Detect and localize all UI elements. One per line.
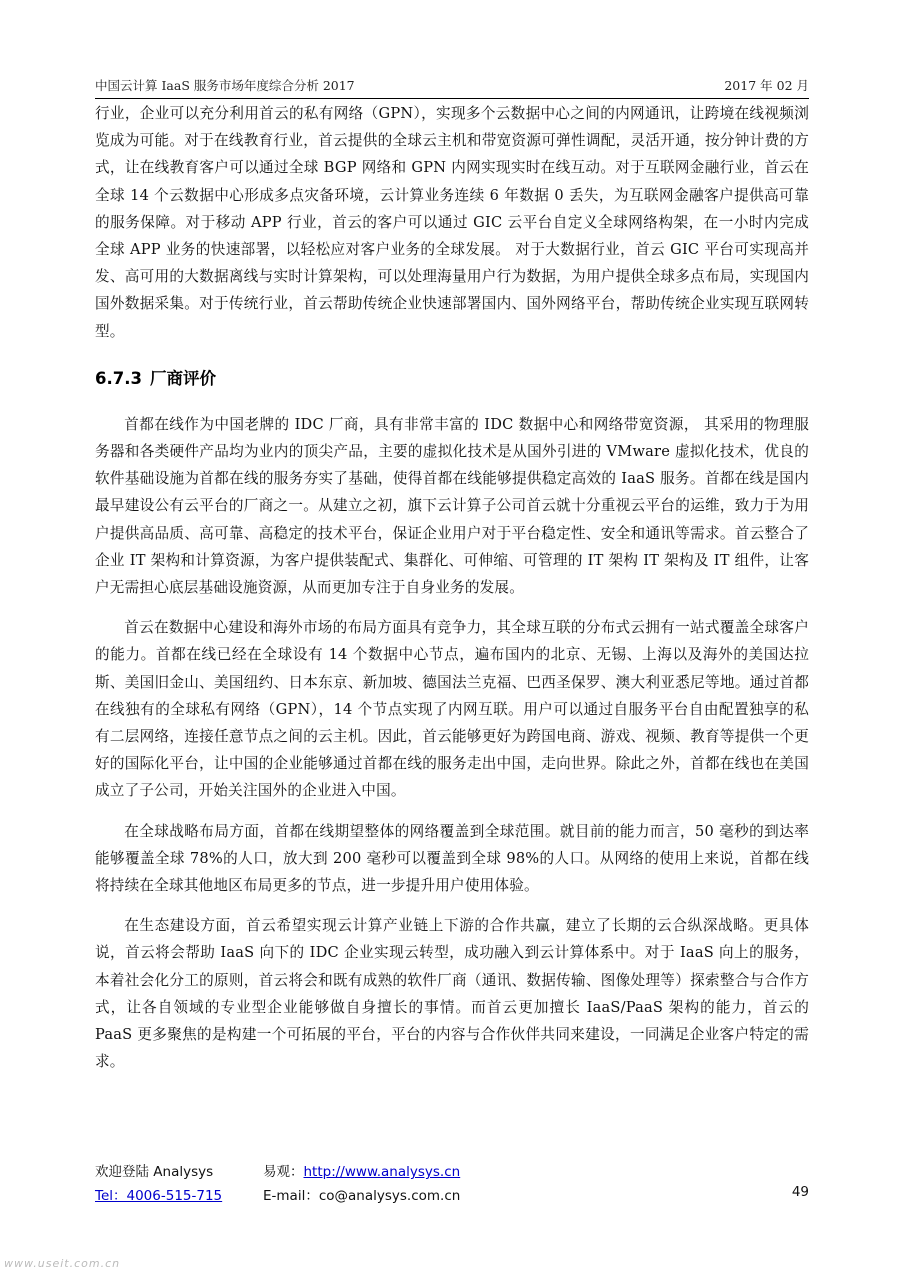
report-date: 2017 年 02 月 [724, 78, 809, 93]
footer-website [263, 1160, 460, 1180]
paragraph-2: 首云在数据中心建设和海外市场的布局方面具有竞争力，其全球互联的分布式云拥有一站式覆盖全球客户的能力。首都在线已经在全球设有 14 个数据中心节点，遍布国内的北京、无锡、上海以及海外的美国达拉斯、美国旧金山、美国纽约、日本东京、新加坡、德国法兰克福、巴西圣保罗、澳大利亚悉尼等地。通过首都在线独有的全球私有网络（GPN），14 个节点实现了内网互联。用户可以通过自服务平台自由配置独享的私有二层网络，连接任意节点之间的云主机。因此，首云能够更好为跨国电商、游戏、视频、教育等提供一个更好的国际化平台，让中国的企业能够通过首都在线的服务走出中国，走向世界。除此之外，首都在线也在美国成立了子公司，开始关注国外的企业进入中国。 [95, 619, 809, 800]
page-footer [95, 1160, 809, 1208]
section-heading [95, 367, 809, 391]
report-title: 中国云计算 IaaS 服务市场年度综合分析 2017 [95, 78, 355, 93]
footer-welcome: 欢迎登陆 Analysys [95, 1164, 214, 1180]
footer-email: E-mail：co@analysys.com.cn [263, 1188, 461, 1204]
website-link[interactable]: http://www.analysys.cn [303, 1164, 461, 1180]
intro-paragraph: 行业，企业可以充分利用首云的私有网络（GPN），实现多个云数据中心之间的内网通讯，让跨境在线视频浏览成为可能。对于在线教育行业，首云提供的全球云主机和带宽资源可弹性调配，灵活开通，按分钟计费的方式，让在线教育客户可以通过全球 BGP 网络和 GPN 内网实现实时在线互动。对于互联网金融行业，首云在全球 14 个云数据中心形成多点灾备环境，云计算业务连续 6 年数据 0 丢失，为互联网金融客户提供高可靠的服务保障。对于移动 APP 行业，首云的客户可以通过 GIC 云平台自定义全球网络构架，在一小时内完成全球 APP 业务的快速部署，以轻松应对客户业务的全球发展。 对于大数据行业，首云 GIC 平台可实现高并发、高可用的大数据离线与实时计算架构，可以处理海量用户行为数据，为用户提供全球多点布局，实现国内国外数据采集。对于传统行业，首云帮助传统企业快速部署国内、国外网络平台，帮助传统企业实现互联网转型。 [95, 105, 809, 340]
page-header [95, 76, 809, 99]
paragraph-4: 在生态建设方面，首云希望实现云计算产业链上下游的合作共赢，建立了长期的云合纵深战略。更具体说，首云将会帮助 IaaS 向下的 IDC 企业实现云转型，成功融入到云计算体系中。对于 IaaS 向上的服务，本着社会化分工的原则，首云将会和既有成熟的软件厂商（通讯、数据传输、图像处理等）探索整合与合作方式，让各自领域的专业型企业能够做自身擅长的事情。而首云更加擅长 IaaS/PaaS 架构的能力，首云的 PaaS 更多聚焦的是构建一个可拓展的平台，平台的内容与合作伙伴共同来建设，一同满足企业客户特定的需求。 [95, 917, 809, 1071]
page-number: 49 [791, 1184, 809, 1200]
paragraph-1: 首都在线作为中国老牌的 IDC 厂商，具有非常丰富的 IDC 数据中心和网络带宽资源， 其采用的物理服务器和各类硬件产品均为业内的顶尖产品，主要的虚拟化技术是从国外引进的 VMware 虚拟化技术，优良的软件基础设施为首都在线的服务夯实了基础，使得首都在线能够提供稳定高效的 IaaS 服务。首都在线是国内最早建设公有云平台的厂商之一。从建立之初，旗下云计算子公司首云就十分重视云平台的运维，致力于为用户提供高品质、高可靠、高稳定的技术平台，保证企业用户对于平台稳定性、安全和通讯等需求。首云整合了企业 IT 架构和计算资源，为客户提供装配式、集群化、可伸缩、可管理的 IT 架构 IT 架构及 IT 组件，让客户无需担心底层基础设施资源，从而更加专注于自身业务的发展。 [95, 415, 809, 597]
section-number: 6.7.3 [95, 368, 142, 388]
section-title: 厂商评价 [149, 368, 216, 388]
watermark-text: www.useit.com.cn [4, 1257, 121, 1270]
footer-tel-link[interactable]: Tel：4006-515-715 [95, 1188, 223, 1204]
paragraph-3: 在全球战略布局方面，首都在线期望整体的网络覆盖到全球范围。就目前的能力而言，50 毫秒的到达率能够覆盖全球 78%的人口，放大到 200 毫秒可以覆盖到全球 98%的人口。从网络的使用上来说，首都在线将持续在全球其他地区布局更多的节点，进一步提升用户使用体验。 [95, 822, 809, 895]
page-content [95, 100, 809, 1076]
website-label: 易观： [263, 1164, 304, 1180]
